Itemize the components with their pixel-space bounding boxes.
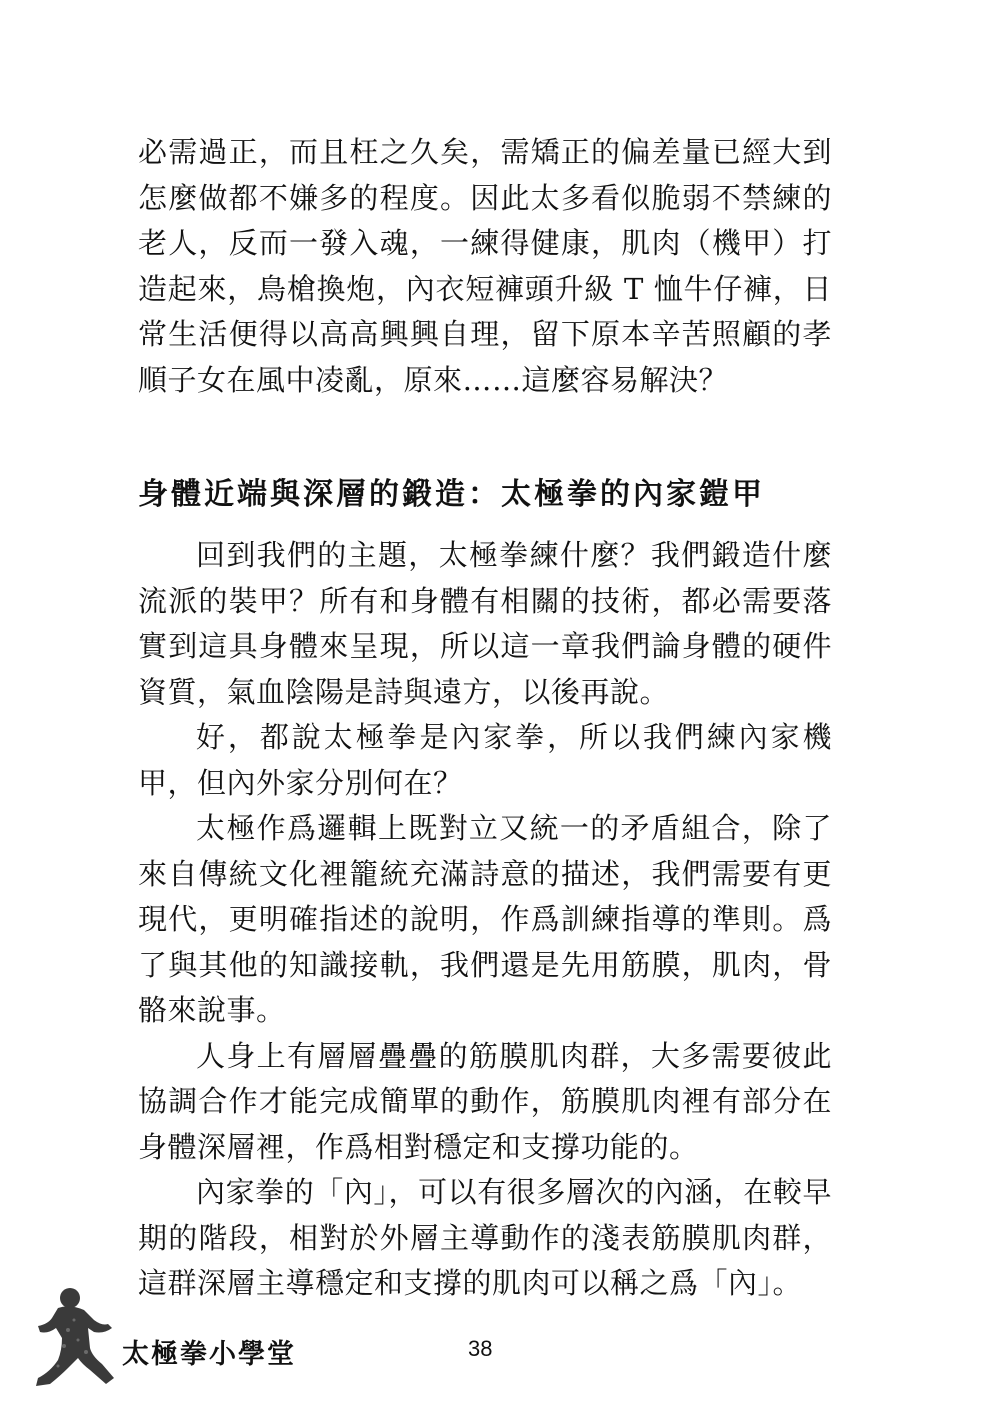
page-body (138, 130, 832, 1307)
page-footer (28, 1280, 972, 1390)
paragraph: 好，都說太極拳是內家拳，所以我們練內家機甲，但內外家分別何在？ (138, 720, 832, 800)
paragraph: 回到我們的主題，太極拳練什麼？我們鍛造什麼流派的裝甲？所有和身體有相關的技術，都必需要落實到這具身體來呈現，所以這一章我們論身體的硬件資質，氣血陰陽是詩與遠方，以後再說。 (138, 538, 832, 709)
section-heading: 身體近端與深層的鍛造：太極拳的內家鎧甲 (138, 477, 765, 512)
tai-chi-figure-silhouette-icon (28, 1280, 124, 1390)
series-title: 太極拳小學堂 (122, 1339, 296, 1370)
paragraph: 內家拳的「內」，可以有很多層次的內涵，在較早期的階段，相對於外層主導動作的淺表筋膜肌肉群，這群深層主導穩定和支撐的肌肉可以稱之爲「內」。 (138, 1175, 832, 1300)
paragraph: 太極作爲邏輯上既對立又統一的矛盾組合，除了來自傳統文化裡籠統充滿詩意的描述，我們需要有更現代，更明確指述的說明，作爲訓練指導的準則。爲了與其他的知識接軌，我們還是先用筋膜，肌肉，骨骼來說事。 (138, 811, 832, 1027)
page-number: 38 (468, 1336, 493, 1361)
paragraph: 人身上有層層疊疊的筋膜肌肉群，大多需要彼此協調合作才能完成簡單的動作，筋膜肌肉裡有部分在身體深層裡，作爲相對穩定和支撐功能的。 (138, 1038, 832, 1164)
paragraph: 必需過正，而且枉之久矣，需矯正的偏差量已經大到怎麼做都不嫌多的程度。因此太多看似脆弱不禁練的老人，反而一發入魂，一練得健康，肌肉（機甲）打造起來，鳥槍換炮，內衣短褲頭升級 T 恤牛仔褲，日常生活便得以高高興興自理，留下原本辛苦照顧的孝順子女在風中凌亂，原來……這麼容易解決？ (138, 135, 832, 397)
